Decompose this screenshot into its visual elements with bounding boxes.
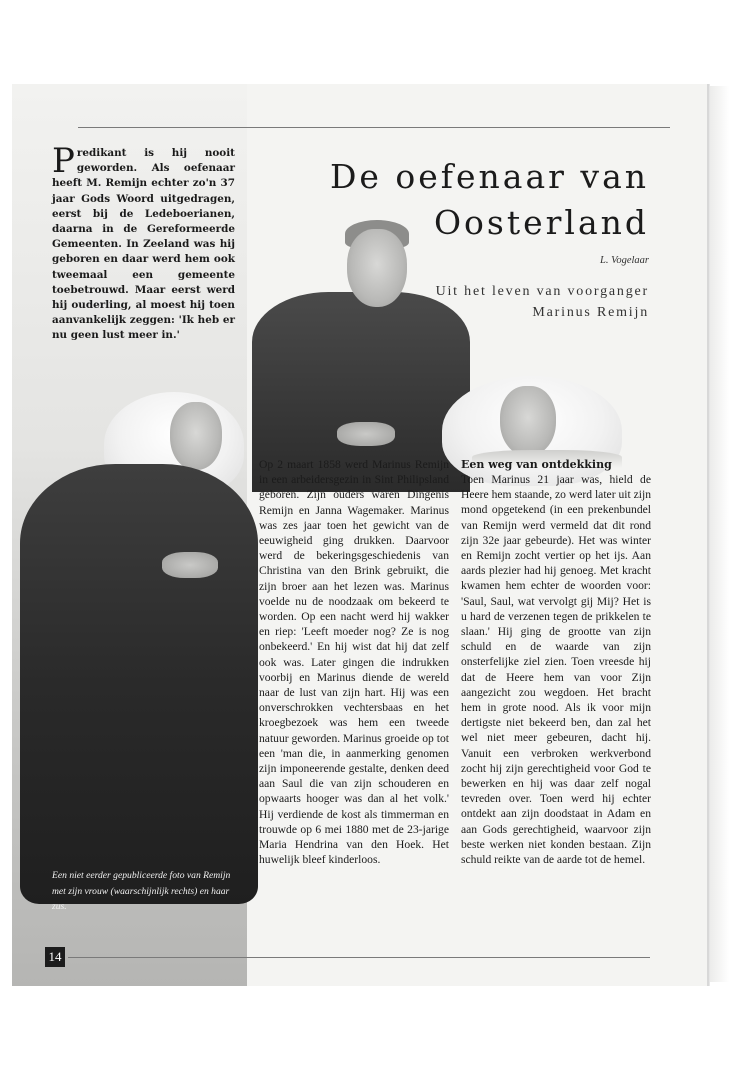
body-column-right <box>461 457 651 867</box>
author-byline: L. Vogelaar <box>599 255 649 266</box>
drop-cap: P <box>52 141 75 181</box>
section-heading: Een weg van ontdekking <box>461 458 612 471</box>
title-line-2: Oosterland <box>433 203 649 242</box>
left-woman-dress <box>20 464 258 904</box>
column-right-text: Toen Marinus 21 jaar was, hield de Heere hem staande, zo werd later uit zijn mond opgetekend (in een prekenbundel van Remijn werd vermeld dat dit rond zijn 32e jaar gebeurde). Het was winter en Remijn zocht vertier op het ijs. Aan aards plezier had hij genoeg. Met kracht kwamen hem echter de woorden voor: 'Saul, Saul, wat vervolgt gij Mij? Het is u hard de verzenen tegen de prikkelen te slaan.' Hij ging de grootte van zijn schuld en de waarde van zijn onsterfelijke ziel zien. Toen vreesde hij dat de Heere hem van voor Zijn aangezicht zou wegdoen. Het bracht hem in grote nood. Als ik voor mijn dertigste niet bekeerd ben, dan zal het wel niet meer gebeuren, dacht hij. Vanuit een verbroken werkverbond zocht hij zijn gerechtigheid voor God te bewerken en hij was daar zelf nogal tevreden over. Toen werd hij echter ontdekt aan zijn doodstaat in Adam en aan Gods gerechtigheid, waarvoor zijn beste werken niet konden bestaan. Zijn schuld reikte van de aarde tot de hemel. <box>461 473 651 867</box>
right-woman-face <box>500 386 556 456</box>
body-column-left <box>259 457 449 867</box>
intro-text: redikant is hij nooit geworden. Als oefenaar heeft M. Remijn echter zo'n 37 jaar Gods Woord uitgedragen, eerst bij de Ledeboerianen, daarna in de Gereformeerde Gemeenten. In Zeeland was hij geboren en daar werd hem ook tweemaal een gemeente toebetrouwd. Maar eerst werd hij ouderling, al moest hij toen aanvankelijk zeggen: 'Ik heb er nu geen lust meer in.' <box>52 147 235 342</box>
title-line-1: De oefenaar van <box>329 157 649 196</box>
subtitle-line-1: Uit het leven van voorganger <box>435 284 649 299</box>
left-woman-face <box>170 402 222 470</box>
subtitle-line-2: Marinus Remijn <box>532 305 649 320</box>
article-title <box>269 154 649 246</box>
page-number: 14 <box>45 947 65 967</box>
left-woman-hands <box>162 552 218 578</box>
magazine-page <box>12 84 709 986</box>
article-subtitle <box>349 281 649 323</box>
man-hands <box>337 422 395 446</box>
bottom-rule <box>68 957 650 958</box>
intro-paragraph <box>52 141 235 344</box>
page-edge-shadow <box>707 86 729 982</box>
photo-caption: Een niet eerder gepubliceerde foto van Remijn met zijn vrouw (waarschijnlijk rechts) en haar zus. <box>52 870 231 912</box>
column-left-text: Op 2 maart 1858 werd Marinus Remijn in een arbeidersgezin in Sint Philipsland geboren. Zijn ouders waren Dingenis Remijn en Janna Wagemaker. Marinus was zes jaar toen het gewicht van de eeuwigheid ging drukken. Daarvoor werd de bekeringsgeschiedenis van Christina van den Brink gebruikt, die zijn broer aan het lezen was. Marinus voelde nu de noodzaak om bekeerd te worden. Op een nacht werd hij wakker en riep: 'Leeft moeder nog? Ze is nog onbekeerd.' En hij wist dat hij dat zelf ook was. Later gingen die indrukken voorbij en Marinus diende de wereld naar de lust van zijn hart. Hij was een onverschrokken vechtersbaas en het kroegbezoek was hem een tweede natuur geworden. Marinus groeide op tot een 'man die, in aanmerking genomen zijn imponeerende gestalte, denken deed aan Saul die van zijn schouderen en opwaarts hooger was dan al het volk.' Hij verdiende de kost als timmerman en trouwde op 6 mei 1880 met de 23-jarige Maria Hendrina van den Hoek. Het huwelijk bleef kinderloos. <box>259 458 449 867</box>
